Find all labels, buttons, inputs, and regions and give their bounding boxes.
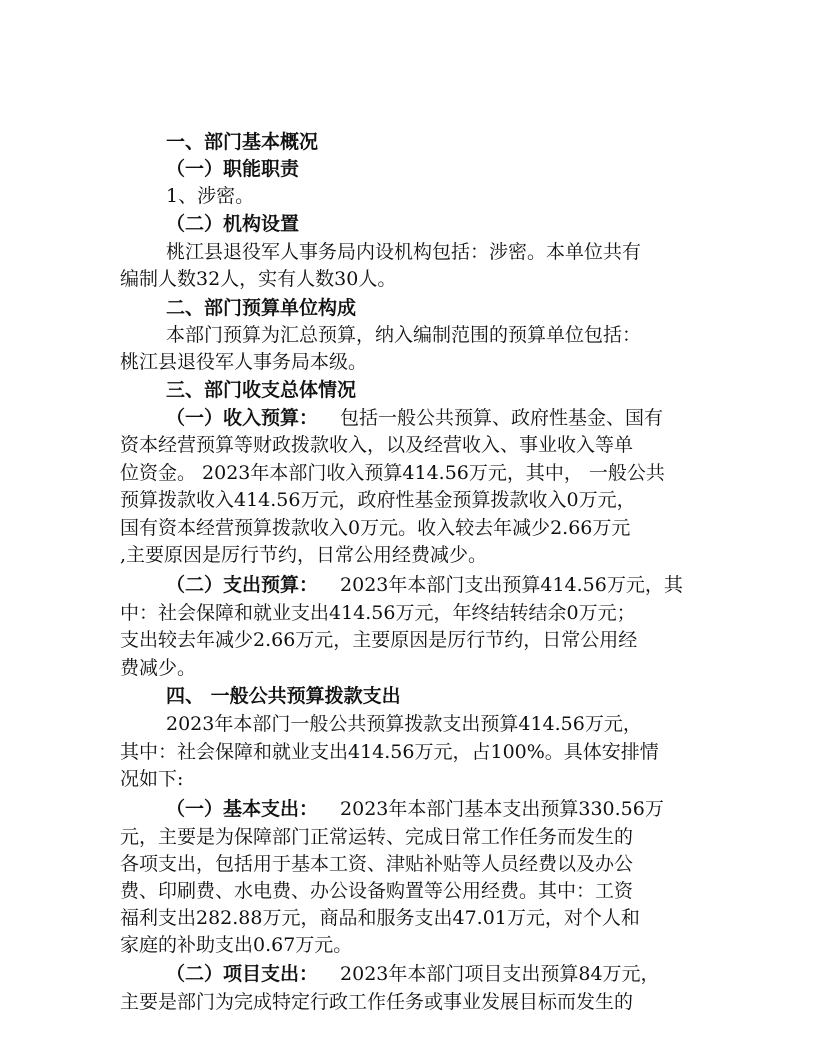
functions-text: 1、涉密。 — [166, 185, 255, 207]
basic-expenditure-line-3: 各项支出，包括用于基本工资、津贴补贴等人员经费以及办公 — [120, 853, 634, 875]
income-budget-line-4: 预算拨款收入414.56万元，政府性基金预算拨款收入0万元， — [120, 489, 636, 511]
general-budget-line-3: 况如下: — [120, 768, 184, 790]
income-budget-line-2: 资本经营预算等财政拨款收入，以及经营收入、事业收入等单 — [120, 434, 634, 456]
basic-expenditure-label: （一）基本支出： — [166, 798, 319, 820]
income-budget-line-3: 位资金。 2023年本部门收入预算414.56万元，其中， 一般公共 — [120, 462, 665, 484]
general-budget-line-1: 2023年本部门一般公共预算拨款支出预算414.56万元， — [166, 713, 642, 735]
section-4-title: 四、 一般公共预算拨款支出 — [166, 685, 401, 707]
expenditure-budget-line-2: 中：社会保障和就业支出414.56万元，年终结转结余0万元； — [120, 602, 636, 624]
project-expenditure-label: （二）项目支出： — [166, 963, 319, 985]
project-expenditure-text: 2023年本部门项目支出预算84万元， — [340, 963, 660, 985]
budget-units-text-line-2: 桃江县退役军人事务局本级。 — [120, 351, 368, 373]
income-budget-line-1 — [166, 406, 663, 430]
section-3-title: 三、部门收支总体情况 — [166, 379, 357, 401]
basic-expenditure-line-2: 元，主要是为保障部门正常运转、完成日常工作任务而发生的 — [120, 826, 634, 848]
organization-text-line-2: 编制人数32人，实有人数30人。 — [120, 268, 397, 290]
organization-text-line-1: 桃江县退役军人事务局内设机构包括：涉密。本单位共有 — [166, 241, 642, 263]
income-budget-text: 包括一般公共预算、政府性基金、国有 — [340, 407, 664, 429]
section-2-title: 二、部门预算单位构成 — [166, 297, 357, 319]
income-budget-line-5: 国有资本经营预算拨款收入0万元。收入较去年减少2.66万元 — [120, 517, 631, 539]
expenditure-budget-text: 2023年本部门支出预算414.56万元，其 — [340, 574, 683, 596]
basic-expenditure-line-5: 福利支出282.88万元，商品和服务支出47.01万元，对个人和 — [120, 907, 640, 929]
general-budget-line-2: 其中：社会保障和就业支出414.56万元，占100%。具体安排情 — [120, 741, 659, 763]
basic-expenditure-line-4: 费、印刷费、水电费、办公设备购置等公用经费。其中：工资 — [120, 880, 634, 902]
income-budget-label: （一）收入预算： — [166, 407, 319, 429]
budget-units-text-line-1: 本部门预算为汇总预算，纳入编制范围的预算单位包括： — [166, 324, 642, 346]
expenditure-budget-label: （二）支出预算： — [166, 574, 319, 596]
subsection-functions-title: （一）职能职责 — [166, 158, 300, 180]
expenditure-budget-line-3: 支出较去年减少2.66万元，主要原因是厉行节约，日常公用经 — [120, 629, 638, 651]
basic-expenditure-text: 2023年本部门基本支出预算330.56万 — [340, 798, 664, 820]
expenditure-budget-line-1 — [166, 573, 683, 597]
basic-expenditure-line-6: 家庭的补助支出0.67万元。 — [120, 934, 353, 956]
project-expenditure-line-2: 主要是部门为完成特定行政工作任务或事业发展目标而发生的 — [120, 991, 634, 1013]
basic-expenditure-line-1 — [166, 797, 664, 821]
project-expenditure-line-1 — [166, 962, 660, 986]
expenditure-budget-line-4: 费减少。 — [120, 657, 197, 679]
section-1-title: 一、部门基本概况 — [166, 131, 319, 153]
income-budget-line-6: ,主要原因是厉行节约，日常公用经费减少。 — [120, 544, 488, 566]
subsection-organization-title: （二）机构设置 — [166, 213, 300, 235]
